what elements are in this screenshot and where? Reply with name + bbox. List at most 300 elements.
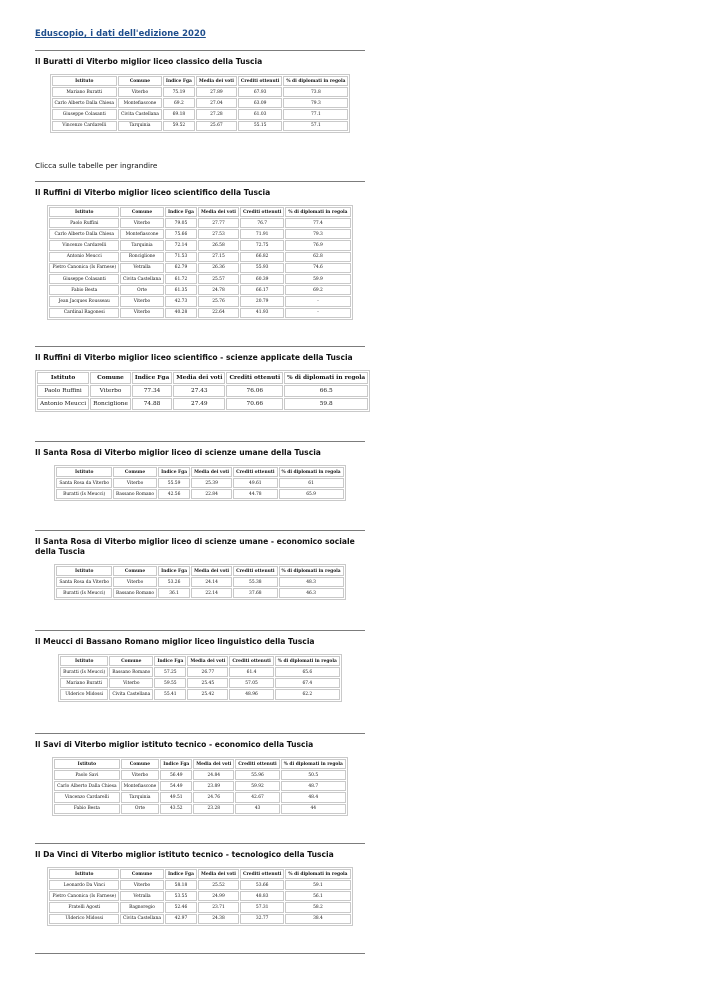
table-cell: 77.4 <box>285 218 350 228</box>
column-header: Crediti ottenuti <box>233 566 277 576</box>
table-cell: 67.93 <box>238 87 282 97</box>
table-cell: Paolo Ruffini <box>37 385 89 397</box>
table-cell: 79.3 <box>285 229 350 239</box>
table-cell: 25.67 <box>196 121 237 131</box>
table-cell: 58.2 <box>285 902 350 912</box>
table-cell: 71.53 <box>165 252 197 262</box>
table-cell: 55.59 <box>158 478 190 488</box>
column-header: Media dei voti <box>196 76 237 86</box>
table-cell: 79.3 <box>283 98 348 108</box>
table-cell: Vincenzo Cardarelli <box>49 240 119 250</box>
column-header: Istituto <box>49 869 119 879</box>
column-header: Crediti ottenuti <box>240 869 284 879</box>
end-divider <box>35 953 365 954</box>
table-cell: Buratti (Is Meucci) <box>56 489 112 499</box>
table-cell: 43.52 <box>160 804 192 814</box>
table-cell: Viterbo <box>120 880 164 890</box>
table-cell: 27.43 <box>173 385 225 397</box>
table-cell: 61.35 <box>165 285 197 295</box>
column-header: Istituto <box>60 656 108 666</box>
column-header: % di diplomati in regola <box>285 207 350 217</box>
table-cell: 36.1 <box>158 588 190 598</box>
column-header: Comune <box>109 656 153 666</box>
table-row <box>56 478 343 488</box>
table-cell: 44.78 <box>233 489 277 499</box>
table-cell: 22.14 <box>191 588 232 598</box>
column-header: % di diplomati in regola <box>283 76 348 86</box>
table-row <box>49 274 350 284</box>
table-cell: 23.89 <box>193 781 234 791</box>
table-row <box>54 781 346 791</box>
table-row <box>37 398 368 410</box>
table-row <box>54 804 346 814</box>
table-cell: 25.45 <box>187 678 228 688</box>
table-cell: Civita Castellana <box>120 274 164 284</box>
table-cell: 27.49 <box>173 398 225 410</box>
table-cell: 48.3 <box>279 577 344 587</box>
table-cell: Montefiascone <box>120 229 164 239</box>
table-row <box>52 121 349 131</box>
column-header: Indice Fga <box>158 467 190 477</box>
column-header: Comune <box>113 467 157 477</box>
table-cell: 61 <box>279 478 344 488</box>
section-heading: Il Santa Rosa di Viterbo miglior liceo di scienze umane - economico sociale della Tuscia <box>35 537 355 556</box>
table-cell: Tarquinia <box>120 240 164 250</box>
table-header-row <box>60 656 340 666</box>
section-divider <box>35 733 365 734</box>
table-row <box>49 218 350 228</box>
table-row <box>49 902 350 912</box>
column-header: Istituto <box>56 467 112 477</box>
table-cell: Civita Castellana <box>118 109 162 119</box>
column-header: Crediti ottenuti <box>233 467 277 477</box>
table-cell: Viterbo <box>113 577 157 587</box>
table-cell: 42.67 <box>235 792 279 802</box>
column-header: Comune <box>90 372 131 384</box>
table-cell: 76.06 <box>226 385 283 397</box>
table-cell: Paolo Savi <box>54 770 119 780</box>
table-header-row <box>54 759 346 769</box>
column-header: Media dei voti <box>198 869 239 879</box>
table-cell: Vetralla <box>120 891 164 901</box>
table-row <box>49 240 350 250</box>
table-cell: 60.39 <box>240 274 284 284</box>
table-cell: 56.49 <box>160 770 192 780</box>
table-cell: 57.25 <box>154 667 186 677</box>
table-header-row <box>49 207 350 217</box>
results-table[interactable] <box>54 564 345 600</box>
table-cell: 59.55 <box>154 678 186 688</box>
column-header: Media dei voti <box>187 656 228 666</box>
table-cell: 61.72 <box>165 274 197 284</box>
table-cell: Vincenzo Cardarelli <box>54 792 119 802</box>
column-header: Comune <box>121 759 160 769</box>
section-heading: Il Savi di Viterbo miglior istituto tecnico - economico della Tuscia <box>35 740 314 749</box>
table-cell: Montefiascone <box>118 98 162 108</box>
column-header: Indice Fga <box>154 656 186 666</box>
table-cell: 59.8 <box>284 398 368 410</box>
table-cell: Viterbo <box>113 478 157 488</box>
table-cell: 27.04 <box>196 98 237 108</box>
table-cell: Tarquinia <box>121 792 160 802</box>
table-cell: 69.2 <box>163 98 195 108</box>
table-cell: 49.51 <box>160 792 192 802</box>
table-cell: 48.4 <box>281 792 346 802</box>
table-cell: 41.93 <box>240 308 284 318</box>
section-divider <box>35 530 365 531</box>
table-cell: Mariano Buratti <box>60 678 108 688</box>
table-row <box>49 263 350 273</box>
table-row <box>49 296 350 306</box>
table-cell: Bassano Romano <box>113 588 157 598</box>
column-header: % di diplomati in regola <box>285 869 350 879</box>
table-cell: Santa Rosa da Viterbo <box>56 577 112 587</box>
table-cell: 53.66 <box>240 880 284 890</box>
table-cell: 62.8 <box>285 252 350 262</box>
table-cell: 46.3 <box>279 588 344 598</box>
table-cell: 55.38 <box>233 577 277 587</box>
section-2 <box>35 181 365 320</box>
section-heading: Il Buratti di Viterbo miglior liceo classico della Tuscia <box>35 57 263 66</box>
table-cell: 72.75 <box>240 240 284 250</box>
table-cell: 70.66 <box>226 398 283 410</box>
section-divider <box>35 346 365 347</box>
table-cell: Ulderico Midossi <box>60 689 108 699</box>
table-cell: 43 <box>235 804 279 814</box>
table-cell: 62.79 <box>165 263 197 273</box>
table-cell: 59.52 <box>163 121 195 131</box>
column-header: Istituto <box>54 759 119 769</box>
table-cell: 24.99 <box>198 891 239 901</box>
table-cell: 49.61 <box>233 478 277 488</box>
column-header: Media dei voti <box>191 566 232 576</box>
table-header-row <box>37 372 368 384</box>
table-cell: 69.18 <box>163 109 195 119</box>
column-header: Indice Fga <box>163 76 195 86</box>
section-6 <box>35 630 365 702</box>
table-row <box>60 678 340 688</box>
table-cell: 27.15 <box>198 252 239 262</box>
section-4 <box>35 441 365 501</box>
table-cell: Giuseppe Colasanti <box>49 274 119 284</box>
table-cell: 71.91 <box>240 229 284 239</box>
table-cell: 59.92 <box>235 781 279 791</box>
table-row <box>49 308 350 318</box>
table-cell: 59.1 <box>285 880 350 890</box>
column-header: Crediti ottenuti <box>235 759 279 769</box>
section-heading: Il Santa Rosa di Viterbo miglior liceo di scienze umane della Tuscia <box>35 448 321 457</box>
table-cell: 38.4 <box>285 914 350 924</box>
column-header: Istituto <box>49 207 119 217</box>
table-cell: Antonio Meucci <box>49 252 119 262</box>
section-3 <box>35 346 365 412</box>
table-cell: Ulderico Midossi <box>49 914 119 924</box>
table-cell: Fratelli Agosti <box>49 902 119 912</box>
table-cell: Viterbo <box>90 385 131 397</box>
table-cell: 23.71 <box>198 902 239 912</box>
table-cell: Paolo Ruffini <box>49 218 119 228</box>
table-cell: 24.78 <box>198 285 239 295</box>
column-header: Media dei voti <box>193 759 234 769</box>
table-cell: Buratti (Is Meucci) <box>60 667 108 677</box>
table-cell: Jean Jacques Rousseau <box>49 296 119 306</box>
table-cell: 48.96 <box>229 689 273 699</box>
section-5 <box>35 530 365 600</box>
table-cell: - <box>285 308 350 318</box>
table-cell: Carlo Alberto Dalla Chiesa <box>52 98 117 108</box>
section-heading: Il Ruffini di Viterbo miglior liceo scientifico della Tuscia <box>35 188 271 197</box>
table-cell: 40.28 <box>165 308 197 318</box>
table-cell: Buratti (Is Meucci) <box>56 588 112 598</box>
column-header: Istituto <box>37 372 89 384</box>
column-header: Crediti ottenuti <box>238 76 282 86</box>
table-cell: Orte <box>120 285 164 295</box>
table-cell: 63.09 <box>238 98 282 108</box>
section-divider <box>35 441 365 442</box>
table-cell: 25.42 <box>187 689 228 699</box>
table-row <box>49 880 350 890</box>
table-cell: 61.4 <box>229 667 273 677</box>
table-header-row <box>52 76 349 86</box>
table-cell: Fabio Besta <box>54 804 119 814</box>
column-header: Indice Fga <box>158 566 190 576</box>
table-cell: Giuseppe Colasanti <box>52 109 117 119</box>
column-header: Comune <box>120 869 164 879</box>
table-cell: 74.6 <box>285 263 350 273</box>
section-heading: Il Meucci di Bassano Romano miglior liceo linguistico della Tuscia <box>35 637 315 646</box>
table-cell: 25.39 <box>191 478 232 488</box>
table-cell: 26.36 <box>198 263 239 273</box>
zoom-hint-note: Clicca sulle tabelle per ingrandire <box>35 161 158 170</box>
table-row <box>37 385 368 397</box>
table-row <box>60 689 340 699</box>
table-row <box>49 229 350 239</box>
table-row <box>56 588 343 598</box>
table-cell: 55.93 <box>240 263 284 273</box>
table-cell: 25.57 <box>198 274 239 284</box>
table-cell: 55.15 <box>238 121 282 131</box>
table-cell: Bassano Romano <box>113 489 157 499</box>
table-cell: 61.03 <box>238 109 282 119</box>
column-header: Comune <box>118 76 162 86</box>
table-cell: Orte <box>121 804 160 814</box>
table-cell: 77.1 <box>283 109 348 119</box>
column-header: Media dei voti <box>198 207 239 217</box>
table-cell: 76.9 <box>285 240 350 250</box>
table-cell: 75.19 <box>163 87 195 97</box>
table-cell: Leonardo Da Vinci <box>49 880 119 890</box>
table-cell: 66.82 <box>240 252 284 262</box>
table-row <box>49 914 350 924</box>
column-header: Crediti ottenuti <box>226 372 283 384</box>
section-heading: Il Da Vinci di Viterbo miglior istituto tecnico - tecnologico della Tuscia <box>35 850 334 859</box>
table-cell: 22.84 <box>191 489 232 499</box>
results-table[interactable] <box>35 370 370 412</box>
table-cell: Bagnoregio <box>120 902 164 912</box>
table-row <box>60 667 340 677</box>
table-cell: 67.4 <box>275 678 340 688</box>
table-row <box>52 109 349 119</box>
table-cell: 44 <box>281 804 346 814</box>
column-header: % di diplomati in regola <box>284 372 368 384</box>
article-title-link[interactable]: Eduscopio, i dati dell'edizione 2020 <box>35 28 206 38</box>
table-cell: Antonio Meucci <box>37 398 89 410</box>
column-header: % di diplomati in regola <box>275 656 340 666</box>
column-header: Comune <box>120 207 164 217</box>
table-cell: 62.2 <box>275 689 340 699</box>
table-header-row <box>56 566 343 576</box>
table-row <box>49 285 350 295</box>
table-cell: Carlo Alberto Dalla Chiesa <box>49 229 119 239</box>
table-cell: 42.73 <box>165 296 197 306</box>
column-header: Media dei voti <box>173 372 225 384</box>
table-cell: 20.79 <box>240 296 284 306</box>
column-header: Istituto <box>52 76 117 86</box>
table-row <box>54 792 346 802</box>
table-cell: 53.55 <box>165 891 197 901</box>
table-row <box>56 489 343 499</box>
table-cell: Vincenzo Cardarelli <box>52 121 117 131</box>
table-cell: 57.31 <box>240 902 284 912</box>
table-cell: 37.68 <box>233 588 277 598</box>
table-cell: Ronciglione <box>90 398 131 410</box>
table-cell: 25.76 <box>198 296 239 306</box>
table-row <box>49 891 350 901</box>
table-cell: Viterbo <box>109 678 153 688</box>
table-cell: Vetralla <box>120 263 164 273</box>
table-cell: 25.52 <box>198 880 239 890</box>
table-cell: 24.76 <box>193 792 234 802</box>
results-table[interactable] <box>47 205 352 320</box>
table-cell: 42.97 <box>165 914 197 924</box>
table-cell: Montefiascone <box>121 781 160 791</box>
table-cell: 26.58 <box>198 240 239 250</box>
table-cell: Pietro Canonica (Is Farnese) <box>49 891 119 901</box>
table-cell: 65.6 <box>275 667 340 677</box>
table-cell: 57.05 <box>229 678 273 688</box>
table-cell: 58.18 <box>165 880 197 890</box>
results-table[interactable] <box>58 654 342 702</box>
table-cell: Civita Castellana <box>109 689 153 699</box>
table-cell: Viterbo <box>118 87 162 97</box>
results-table[interactable] <box>47 867 352 926</box>
table-cell: 72.14 <box>165 240 197 250</box>
table-cell: 50.5 <box>281 770 346 780</box>
table-row <box>52 98 349 108</box>
column-header: Media dei voti <box>191 467 232 477</box>
column-header: % di diplomati in regola <box>281 759 346 769</box>
section-divider <box>35 50 365 51</box>
column-header: % di diplomati in regola <box>279 566 344 576</box>
table-cell: 22.64 <box>198 308 239 318</box>
table-cell: 42.56 <box>158 489 190 499</box>
table-cell: 77.34 <box>132 385 172 397</box>
table-row <box>52 87 349 97</box>
table-cell: 24.38 <box>198 914 239 924</box>
article-body <box>35 28 366 922</box>
results-table[interactable] <box>50 74 351 133</box>
section-heading: Il Ruffini di Viterbo miglior liceo scientifico - scienze applicate della Tuscia <box>35 353 353 362</box>
table-cell: 55.41 <box>154 689 186 699</box>
table-cell: 69.2 <box>285 285 350 295</box>
table-cell: Viterbo <box>120 296 164 306</box>
table-cell: 66.17 <box>240 285 284 295</box>
table-cell: 26.77 <box>187 667 228 677</box>
table-cell: Cardinal Ragonesi <box>49 308 119 318</box>
table-cell: 79.05 <box>165 218 197 228</box>
table-cell: Carlo Alberto Dalla Chiesa <box>54 781 119 791</box>
table-cell: 27.28 <box>196 109 237 119</box>
table-cell: 24.84 <box>193 770 234 780</box>
column-header: Istituto <box>56 566 112 576</box>
table-cell: Civita Castellana <box>120 914 164 924</box>
table-row <box>49 252 350 262</box>
table-row <box>56 577 343 587</box>
table-cell: Pietro Canonica (Is Farnese) <box>49 263 119 273</box>
table-cell: 75.66 <box>165 229 197 239</box>
table-cell: - <box>285 296 350 306</box>
column-header: Indice Fga <box>165 869 197 879</box>
table-cell: Mariano Buratti <box>52 87 117 97</box>
table-cell: 66.5 <box>284 385 368 397</box>
table-cell: 52.46 <box>165 902 197 912</box>
table-cell: 54.49 <box>160 781 192 791</box>
table-cell: Ronciglione <box>120 252 164 262</box>
table-cell: 24.14 <box>191 577 232 587</box>
table-cell: 27.53 <box>198 229 239 239</box>
results-table[interactable] <box>54 465 345 501</box>
section-divider <box>35 630 365 631</box>
section-8 <box>35 843 365 926</box>
table-cell: Viterbo <box>121 770 160 780</box>
table-cell: Viterbo <box>120 218 164 228</box>
table-cell: 73.8 <box>283 87 348 97</box>
table-cell: 48.83 <box>240 891 284 901</box>
table-cell: 55.96 <box>235 770 279 780</box>
section-divider <box>35 181 365 182</box>
column-header: Crediti ottenuti <box>240 207 284 217</box>
table-cell: Fabio Besta <box>49 285 119 295</box>
column-header: Indice Fga <box>165 207 197 217</box>
column-header: Indice Fga <box>132 372 172 384</box>
table-cell: 57.1 <box>283 121 348 131</box>
table-cell: 53.26 <box>158 577 190 587</box>
column-header: Comune <box>113 566 157 576</box>
table-header-row <box>49 869 350 879</box>
table-cell: 74.88 <box>132 398 172 410</box>
table-cell: 27.77 <box>198 218 239 228</box>
section-divider <box>35 843 365 844</box>
table-cell: 48.7 <box>281 781 346 791</box>
column-header: Crediti ottenuti <box>229 656 273 666</box>
table-cell: Bassano Romano <box>109 667 153 677</box>
section-1 <box>35 50 365 133</box>
table-cell: 59.9 <box>285 274 350 284</box>
table-header-row <box>56 467 343 477</box>
results-table[interactable] <box>52 757 348 816</box>
table-row <box>54 770 346 780</box>
table-cell: Viterbo <box>120 308 164 318</box>
table-cell: 76.7 <box>240 218 284 228</box>
column-header: % di diplomati in regola <box>279 467 344 477</box>
table-cell: 56.1 <box>285 891 350 901</box>
section-7 <box>35 733 365 816</box>
column-header: Indice Fga <box>160 759 192 769</box>
table-cell: 27.89 <box>196 87 237 97</box>
table-cell: Santa Rosa da Viterbo <box>56 478 112 488</box>
table-cell: 65.9 <box>279 489 344 499</box>
table-cell: Tarquinia <box>118 121 162 131</box>
